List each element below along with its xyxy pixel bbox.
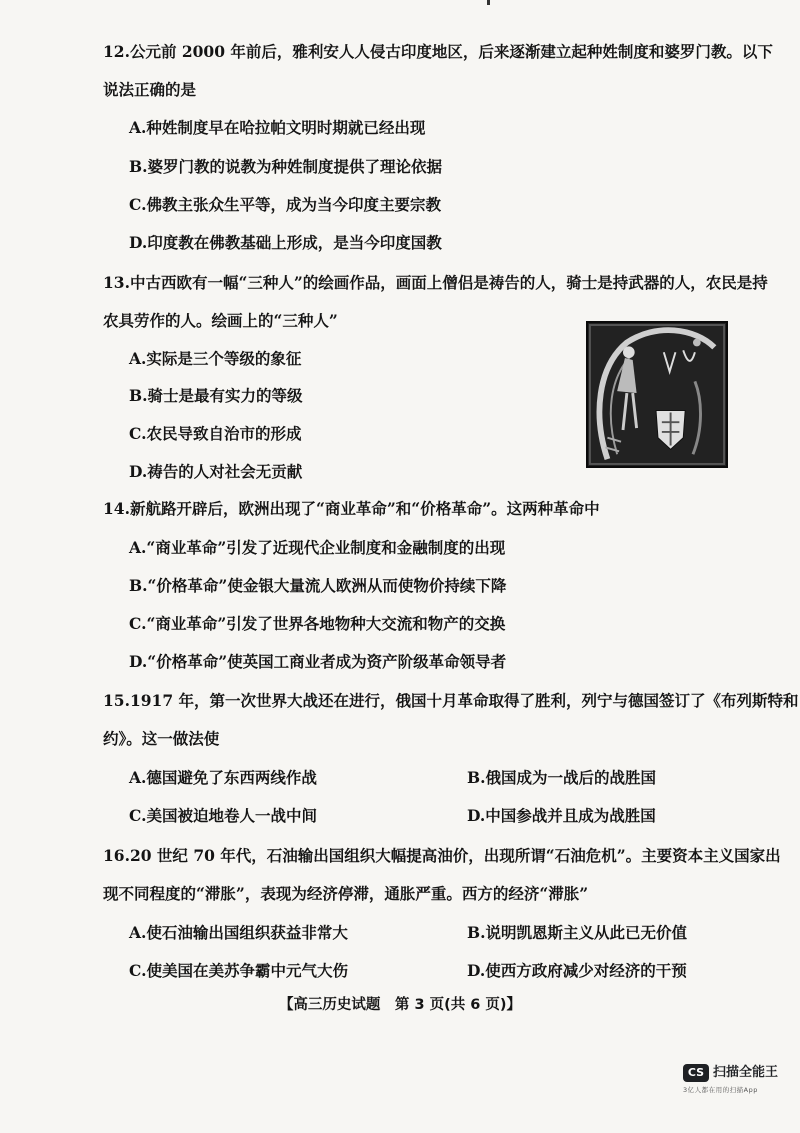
q15-option-a: A.德国避免了东西两线作战 xyxy=(129,768,317,787)
q14-stem-line-1: 14.新航路开辟后，欧洲出现了“商业革命”和“价格革命”。这两种革命中 xyxy=(103,499,600,518)
q15-stem-line-2: 约》。这一做法使 xyxy=(103,729,220,748)
q12-stem-line-2: 说法正确的是 xyxy=(103,80,197,99)
scan-mark xyxy=(487,0,490,5)
q12-option-c: C.佛教主张众生平等，成为当今印度主要宗教 xyxy=(129,195,441,214)
q14-option-d: D.“价格革命”使英国工商业者成为资产阶级革命领导者 xyxy=(129,652,507,671)
q13-option-c: C.农民导致自治市的形成 xyxy=(129,424,302,443)
q15-option-d: D.中国参战并且成为战胜国 xyxy=(467,806,656,825)
q14-option-c: C.“商业革命”引发了世界各地物种大交流和物产的交换 xyxy=(129,614,506,633)
q14-option-b: B.“价格革命”使金银大量流人欧洲从而使物价持续下降 xyxy=(129,576,507,595)
q15-option-b: B.俄国成为一战后的战胜国 xyxy=(467,768,656,787)
q13-option-d: D.祷告的人对社会无贡献 xyxy=(129,462,303,481)
q12-option-a: A.种姓制度早在哈拉帕文明时期就已经出现 xyxy=(129,118,426,137)
page-footer: 【高三历史试题 第 3 页(共 6 页)】 xyxy=(278,997,522,1013)
q15-option-c: C.美国被迫地卷人一战中间 xyxy=(129,806,317,825)
scanner-tagline: 3亿人都在用的扫描App xyxy=(683,1086,758,1094)
q16-option-d: D.使西方政府减少对经济的干预 xyxy=(467,961,687,980)
scanner-logo-badge: CS xyxy=(683,1064,709,1082)
q12-option-b: B.婆罗门教的说教为种姓制度提供了理论依据 xyxy=(129,157,442,176)
q15-stem-line-1: 15.1917 年，第一次世界大战还在进行，俄国十月革命取得了胜利，列宁与德国签订了《布列斯特和 xyxy=(103,691,799,710)
q14-option-a: A.“商业革命”引发了近现代企业制度和金融制度的出现 xyxy=(129,538,506,557)
scanner-watermark xyxy=(683,1064,793,1100)
three-estates-painting xyxy=(586,321,728,468)
q16-stem-line-1: 16.20 世纪 70 年代，石油输出国组织大幅提高油价，出现所谓“石油危机”。主要资本主义国家出 xyxy=(103,846,781,865)
q16-stem-line-2: 现不同程度的“滞胀”，表现为经济停滞，通胀严重。西方的经济“滞胀” xyxy=(103,884,589,903)
q16-option-a: A.使石油输出国组织获益非常大 xyxy=(129,923,348,942)
q16-option-c: C.使美国在美苏争霸中元气大伤 xyxy=(129,961,348,980)
scanner-app-name: 扫描全能王 xyxy=(713,1065,779,1080)
q13-option-a: A.实际是三个等级的象征 xyxy=(129,349,302,368)
q12-option-d: D.印度教在佛教基础上形成，是当今印度国教 xyxy=(129,233,442,252)
three-estates-painting-drawing xyxy=(588,323,726,466)
q13-option-b: B.骑士是最有实力的等级 xyxy=(129,386,303,405)
q16-option-b: B.说明凯恩斯主义从此已无价值 xyxy=(467,923,687,942)
q12-stem-line-1: 12.公元前 2000 年前后，雅利安人人侵古印度地区，后来逐渐建立起种姓制度和婆罗门教。以下 xyxy=(103,42,773,61)
q13-stem-line-2: 农具劳作的人。绘画上的“三种人” xyxy=(103,311,338,330)
q13-stem-line-1: 13.中古西欧有一幅“三种人”的绘画作品，画面上僧侣是祷告的人，骑士是持武器的人，农民是持 xyxy=(103,273,768,292)
